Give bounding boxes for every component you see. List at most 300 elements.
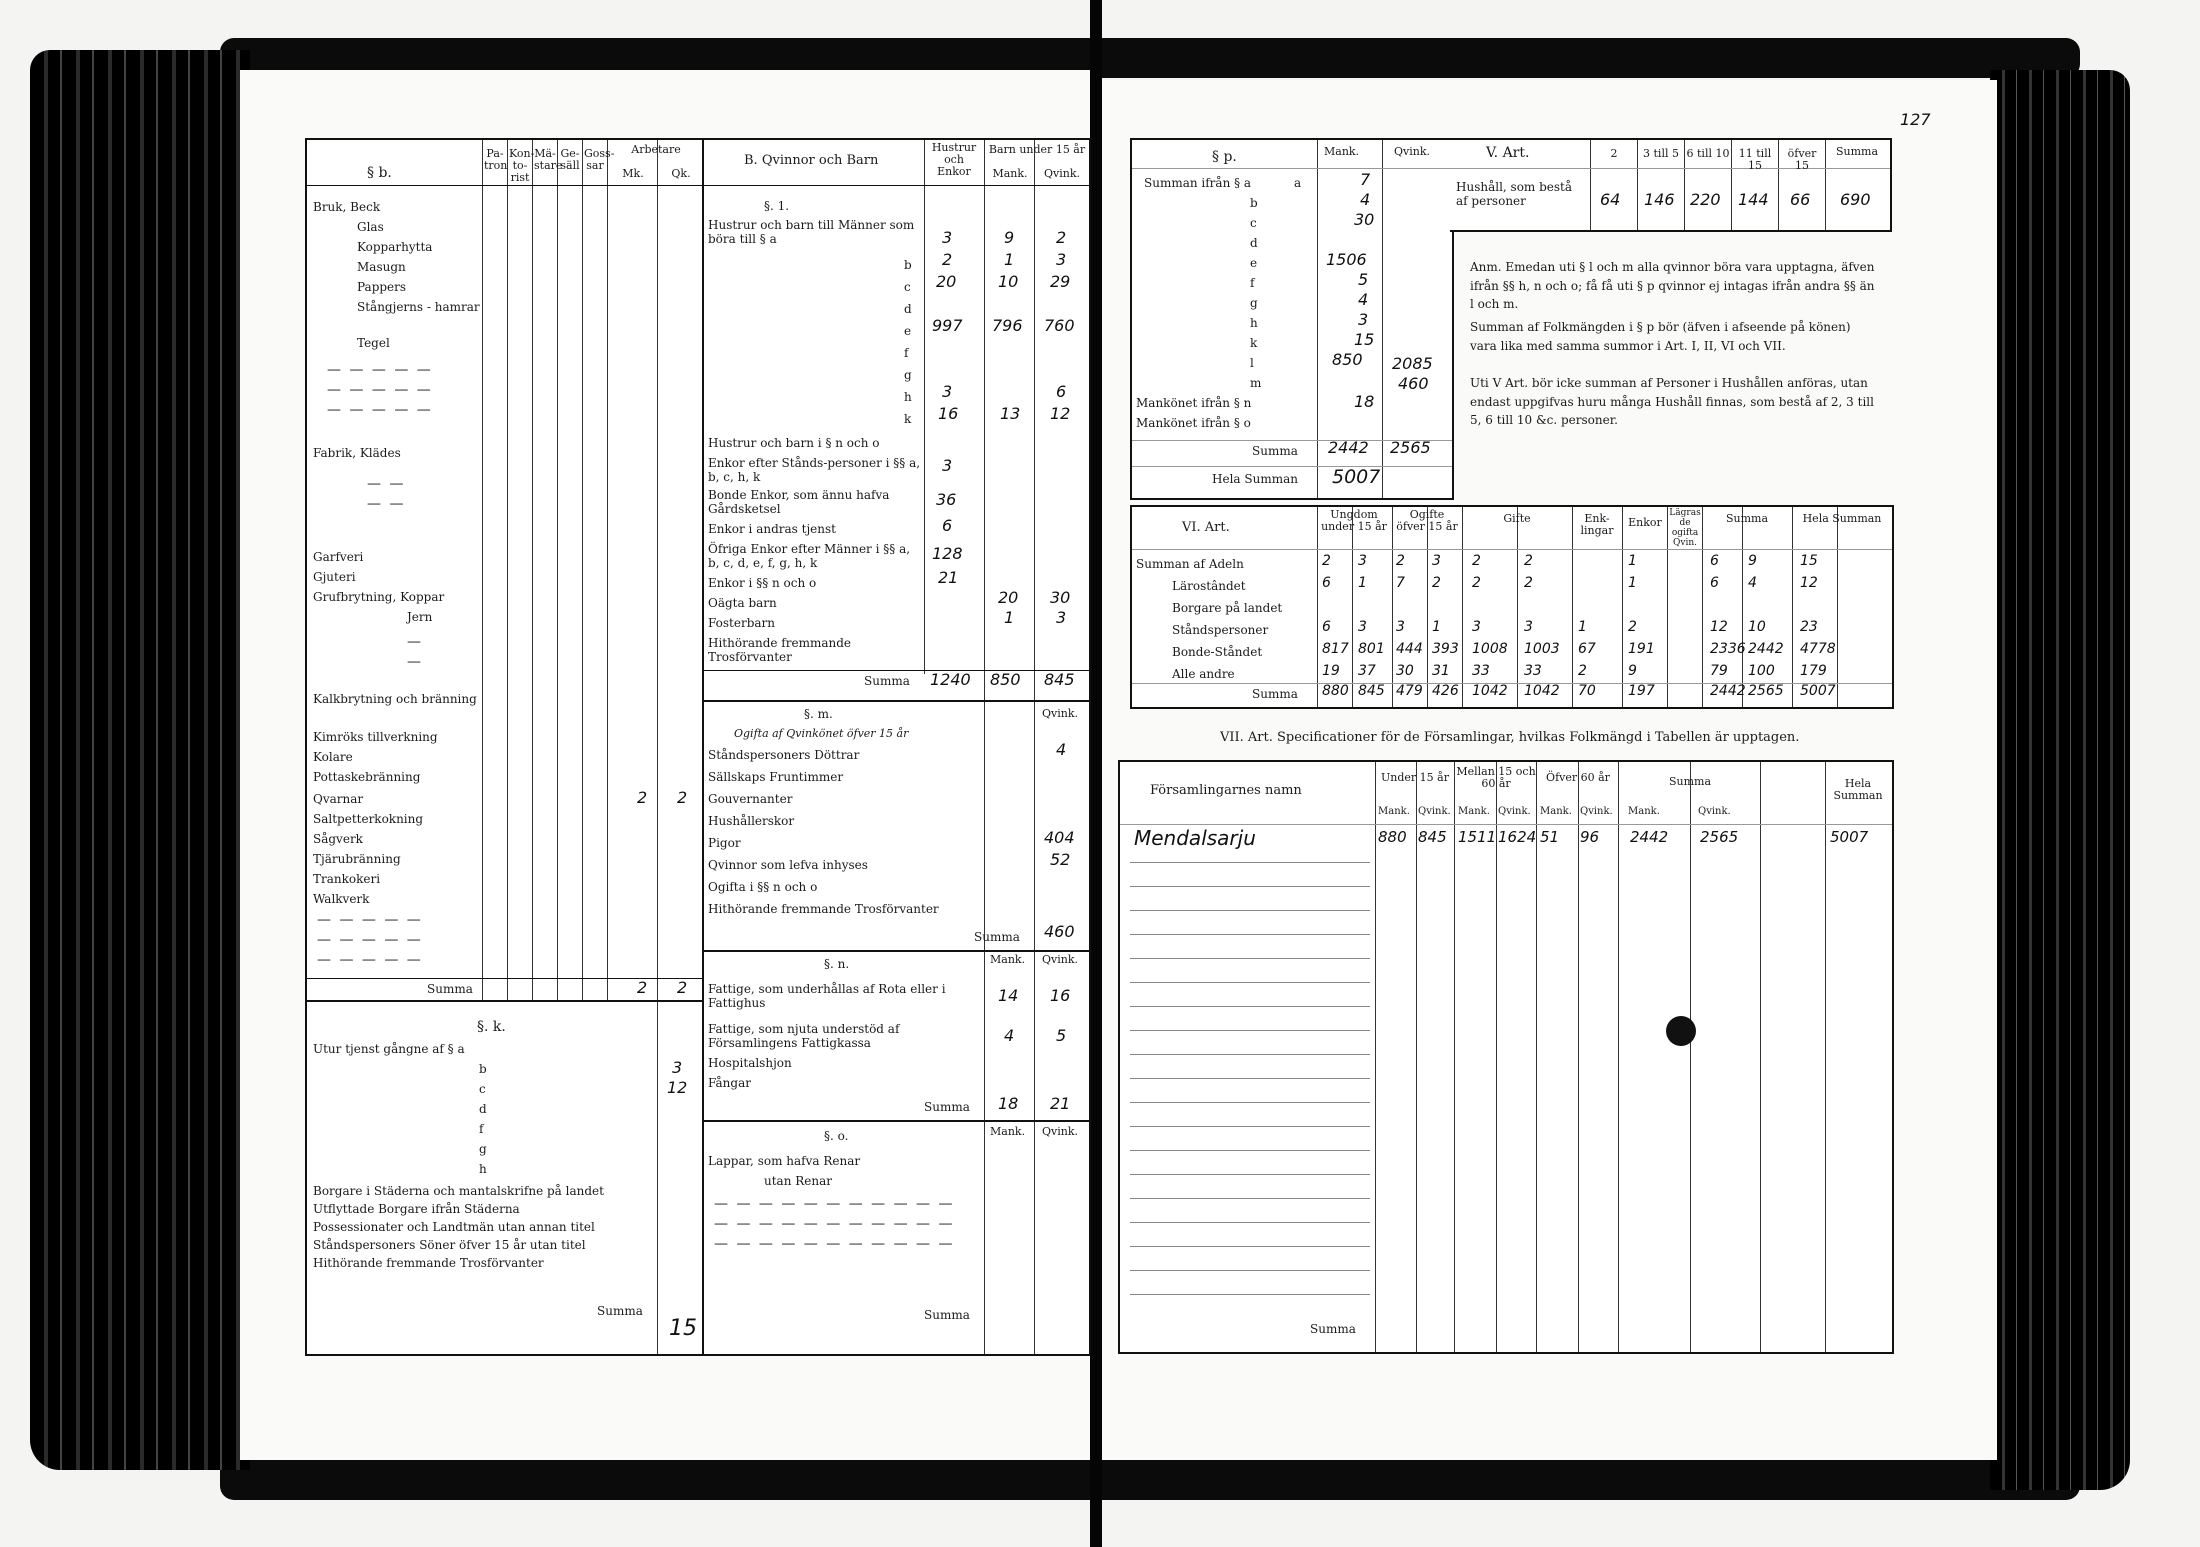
art-v-col: öfver 15	[1787, 147, 1817, 173]
women-row-m: 796	[992, 316, 1023, 335]
sect-p-letter: a	[1294, 176, 1302, 190]
art-vi-cell: 444	[1396, 641, 1423, 657]
sect-k-value: 12	[667, 1078, 688, 1097]
women-row-h: 3	[942, 228, 953, 247]
art-vi-cell: 100	[1748, 663, 1775, 679]
women-row-label: b	[904, 258, 912, 272]
women-row-q: 29	[1050, 272, 1071, 291]
art-vi-cell: 426	[1432, 683, 1459, 699]
women-row-label: d	[904, 302, 912, 316]
art-vi-group: Enk-lingar	[1580, 512, 1614, 538]
women-row-h: 3	[942, 382, 953, 401]
art-vi-cell: 2336	[1710, 641, 1746, 657]
art-v-value: 146	[1644, 190, 1675, 209]
women-row2-label: Hithörande fremmande Trosförvanter	[708, 636, 851, 664]
sect-p-q: 2085	[1392, 354, 1433, 373]
list-item: Hithörande fremmande Trosförvanter	[708, 902, 939, 916]
list-item: Ståndspersoners Döttrar	[708, 748, 860, 762]
blank-line	[1130, 1246, 1370, 1247]
header-mk: Mk.	[622, 167, 644, 180]
sect-p-m: 4	[1358, 290, 1369, 309]
list-item: Kopparhytta	[357, 240, 433, 254]
sect-m-value: 4	[1056, 740, 1067, 759]
sect-n-q: 5	[1056, 1026, 1067, 1045]
women-row2-m: 20	[998, 588, 1019, 607]
blank-line	[1130, 1294, 1370, 1295]
women-row-q: 760	[1044, 316, 1075, 335]
art-vii-cell: 845	[1418, 828, 1447, 846]
art-vi-cell: 191	[1628, 641, 1655, 657]
art-vi-cell: 2	[1578, 663, 1587, 679]
art-vi-row-label: Summan af Adeln	[1136, 557, 1244, 571]
list-item: Kolare	[313, 750, 353, 764]
blank-line: — — — — —	[327, 382, 433, 398]
women-row-label: e	[904, 324, 912, 338]
header-hustrur: Hustrur och Enkor	[931, 141, 977, 179]
sect-p-extra2: Mankönet ifrån § o	[1136, 416, 1251, 430]
list-item: Borgare i Städerna och mantalskrifne på landet	[313, 1184, 604, 1198]
blank-line	[1130, 934, 1370, 935]
list-item: Garfveri	[313, 550, 364, 564]
sect-p-mank: Mank.	[1324, 145, 1360, 158]
women-row2-label: Enkor efter Stånds-personer i §§ a, b, c, h, k	[708, 456, 921, 484]
sect-p-summa-label: Summa	[1252, 444, 1298, 458]
blank-line: — — — — —	[327, 362, 433, 378]
art-vi-cell: 19	[1322, 663, 1340, 679]
women-row2-label: Öfriga Enkor efter Männer i §§ a, b, c, d, e, f, g, h, k	[708, 542, 911, 570]
art-vi-cell: 5007	[1800, 683, 1836, 699]
art-vii-group: Öfver 60 år	[1546, 771, 1610, 784]
blank-line	[1130, 1198, 1370, 1199]
header-qvink: Qvink.	[1044, 167, 1080, 180]
women-row2-q: 3	[1056, 608, 1067, 627]
list-item: Glas	[357, 220, 384, 234]
art-vi-cell: 2565	[1748, 683, 1784, 699]
art-vi-cell: 1	[1628, 553, 1637, 569]
sect-k-summa: 15	[669, 1316, 697, 1341]
folio-number: 127	[1900, 110, 1931, 129]
list-item: Jern	[407, 610, 433, 624]
women-row-h: 997	[932, 316, 963, 335]
art-vi-cell: 12	[1800, 575, 1818, 591]
art-vi-cell: 2	[1524, 553, 1533, 569]
art-vi-cell: 4778	[1800, 641, 1836, 657]
women-row-label: f	[904, 346, 909, 360]
sect-b-summa-label: Summa	[427, 982, 473, 996]
sect-m-value: 404	[1044, 828, 1075, 847]
list-item: Gjuteri	[313, 570, 356, 584]
art-v-anm1: Anm. Emedan uti § l och m alla qvinnor böra vara upptagna, äfven ifrån §§ h, n och o; få få uti § p qvinnor ej intagas ifrån andra §§ än l och m.	[1470, 260, 1875, 312]
list-item: Trankokeri	[313, 872, 381, 886]
sect-m-summa: 460	[1044, 922, 1075, 941]
sect-o-mank: Mank.	[990, 1125, 1026, 1138]
women-row2-h: 21	[938, 568, 959, 587]
art-vi-row-label: Bonde-Ståndet	[1172, 645, 1263, 659]
women-row-q: 3	[1056, 250, 1067, 269]
art-vi-group: Hela Summan	[1802, 512, 1882, 525]
sect-p-q: 460	[1398, 374, 1429, 393]
sect-k-letter: g	[479, 1142, 487, 1156]
sect-p-extra1-m: 18	[1354, 392, 1375, 411]
list-item: Sällskaps Fruntimmer	[708, 770, 844, 784]
art-vi-cell: 6	[1322, 575, 1331, 591]
art-vi-cell: 3	[1396, 619, 1405, 635]
art-vi-cell: 1008	[1472, 641, 1508, 657]
sect-p-m: 15	[1354, 330, 1375, 349]
sect-p-hela: 5007	[1332, 466, 1381, 488]
art-vi-group: Summa	[1725, 512, 1769, 525]
sect-p-m: 30	[1354, 210, 1375, 229]
art-v-value: 66	[1790, 190, 1811, 209]
art-vi-cell: 2	[1432, 575, 1441, 591]
sect-n-title: §. n.	[824, 957, 850, 971]
sect-m-summa-label: Summa	[974, 930, 1020, 944]
header-gossar: Goss-sar	[584, 147, 615, 173]
sect-k-letter: h	[479, 1162, 487, 1176]
sect-p-m: 1506	[1326, 250, 1367, 269]
list-item: Fabrik, Klädes	[313, 446, 401, 460]
art-vi-cell: 3	[1472, 619, 1481, 635]
art-vii-subheader: Mank.	[1628, 806, 1660, 817]
art-vi-cell: 845	[1358, 683, 1385, 699]
header-barn: Barn under 15 år	[988, 143, 1086, 156]
art-vi-cell: 197	[1628, 683, 1655, 699]
qvarnar-qk: 2	[677, 788, 688, 807]
art-vii-group: Under 15 år	[1381, 771, 1449, 784]
list-item: Fattige, som underhållas af Rota eller i Fattighus	[708, 982, 946, 1010]
table-sect-k	[305, 1000, 706, 1356]
art-vii-subheader: Mank.	[1458, 806, 1490, 817]
book-edge-left	[30, 50, 250, 1470]
list-item: Tegel	[357, 336, 390, 350]
list-item: Ogifta i §§ n och o	[708, 880, 818, 894]
art-vi-cell: 3	[1524, 619, 1533, 635]
blank-line	[1130, 1150, 1370, 1151]
women-row-q: 12	[1050, 404, 1071, 423]
art-vi-cell: 6	[1710, 553, 1719, 569]
sect-n-m: 14	[998, 986, 1019, 1005]
women-row-q: 2	[1056, 228, 1067, 247]
art-vi-cell: 4	[1748, 575, 1757, 591]
art-vi-title: VI. Art.	[1182, 520, 1230, 535]
list-item: Saltpetterkokning	[313, 812, 424, 826]
sect-p-title: § p.	[1212, 149, 1237, 165]
blank-line	[1130, 1270, 1370, 1271]
art-vii-cell: 2442	[1630, 828, 1669, 846]
list-item: Lappar, som hafva Renar	[708, 1154, 861, 1168]
art-vi-cell: 393	[1432, 641, 1459, 657]
blank-line: — — — — — — — — — — —	[714, 1236, 955, 1252]
art-vi-cell: 1	[1358, 575, 1367, 591]
sect-p-qvink: Qvink.	[1394, 145, 1430, 158]
list-item: Tjärubränning	[313, 852, 401, 866]
women-row-label: g	[904, 368, 912, 382]
art-vi-cell: 79	[1710, 663, 1728, 679]
sect-m-value: 52	[1050, 850, 1071, 869]
art-vi-cell: 3	[1358, 619, 1367, 635]
art-vi-cell: 1042	[1472, 683, 1508, 699]
art-vi-cell: 2	[1322, 553, 1331, 569]
art-vi-cell: 6	[1710, 575, 1719, 591]
art-vi-cell: 3	[1358, 553, 1367, 569]
sect-b-title: § b.	[367, 165, 392, 181]
blank-line: — — — — —	[317, 932, 423, 948]
header-mastare: Mä-stare	[534, 147, 563, 173]
sect-p-lead: Summan ifrån § a	[1144, 176, 1252, 190]
art-vi-cell: 2	[1472, 575, 1481, 591]
women-row2-h: 6	[942, 516, 953, 535]
list-item: Grufbrytning, Koppar	[313, 590, 445, 604]
blank-line: — — — — —	[317, 912, 423, 928]
sect-m-sub: Ogifta af Qvinkönet öfver 15 år	[734, 727, 909, 740]
table-women-children	[702, 138, 1091, 1356]
header-arbetare: Arbetare	[631, 143, 681, 156]
list-item: Utflyttade Borgare ifrån Städerna	[313, 1202, 520, 1216]
blank-line	[1130, 1078, 1370, 1079]
sect-p-summa-q: 2565	[1390, 438, 1431, 457]
women-row2-q: 30	[1050, 588, 1071, 607]
art-v-col: 6 till 10	[1686, 147, 1730, 160]
blank-line	[1130, 910, 1370, 911]
art-vii-group: Hela Summan	[1833, 777, 1883, 803]
women-row-label: h	[904, 390, 912, 404]
header-qk: Qk.	[671, 167, 691, 180]
art-vi-cell: 1042	[1524, 683, 1560, 699]
art-vii-cell: 5007	[1830, 828, 1869, 846]
art-vi-cell: 801	[1358, 641, 1385, 657]
art-v-col: 2	[1610, 147, 1618, 160]
women-row-m: 10	[998, 272, 1019, 291]
sect-p-letter: f	[1250, 276, 1255, 290]
art-vi-cell: 9	[1748, 553, 1757, 569]
sect-n-q: 16	[1050, 986, 1071, 1005]
list-item: Hospitalshjon	[708, 1056, 792, 1070]
sect-p-letter: g	[1250, 296, 1258, 310]
women-row-m: 9	[1004, 228, 1015, 247]
blank-line	[1130, 1126, 1370, 1127]
art-vi-cell: 479	[1396, 683, 1423, 699]
women-summa-q: 845	[1044, 670, 1075, 689]
art-vi-cell: 2442	[1748, 641, 1784, 657]
sect-p-letter: h	[1250, 316, 1258, 330]
blank-line: — —	[367, 496, 406, 512]
art-vi-cell: 37	[1358, 663, 1376, 679]
art-vi-cell: 2	[1472, 553, 1481, 569]
art-vii-cell: 2565	[1700, 828, 1739, 846]
sect-p-hela-label: Hela Summan	[1212, 472, 1298, 486]
art-v-anm2: Summan af Folkmängden i § p bör (äfven i afseende på könen) vara lika med samma summor i Art. I, II, VI och VII.	[1470, 320, 1851, 353]
art-vi-cell: 7	[1396, 575, 1405, 591]
blank-line: — —	[367, 476, 406, 492]
art-v-title: V. Art.	[1486, 145, 1530, 161]
art-vi-cell: 817	[1322, 641, 1349, 657]
sect-p-letter: b	[1250, 196, 1258, 210]
art-vi-cell: 30	[1396, 663, 1414, 679]
art-v-value: 144	[1738, 190, 1769, 209]
blank-line: — — — — — — — — — — —	[714, 1216, 955, 1232]
art-vi-cell: 15	[1800, 553, 1818, 569]
art-vi-cell: 179	[1800, 663, 1827, 679]
stamp-seal	[1666, 1016, 1696, 1046]
list-item: Sågverk	[313, 832, 363, 846]
women-row2-label: Bonde Enkor, som ännu hafva Gårdsketsel	[708, 488, 890, 516]
art-vii-parish: Mendalsarju	[1134, 826, 1256, 850]
art-vi-cell: 2442	[1710, 683, 1746, 699]
art-vi-cell: 6	[1322, 619, 1331, 635]
list-item: Qvarnar	[313, 792, 364, 806]
art-vi-summa-label: Summa	[1252, 687, 1298, 701]
list-item: Qvinnor som lefva inhyses	[708, 858, 868, 872]
women-summa-h: 1240	[930, 670, 971, 689]
art-vii-col-name: Församlingarnes namn	[1150, 783, 1302, 798]
women-row2-h: 36	[936, 490, 957, 509]
art-vi-row-label: Alle andre	[1172, 667, 1235, 681]
art-vii-cell: 1624	[1498, 828, 1537, 846]
sect-p-letter: k	[1250, 336, 1258, 350]
book-edge-right	[1990, 70, 2130, 1490]
header-patron: Pa-tron	[484, 147, 508, 173]
list-item: Kimröks tillverkning	[313, 730, 438, 744]
table-sect-b	[305, 138, 706, 1004]
women-s1: §. 1.	[764, 199, 790, 213]
art-vii-subheader: Qvink.	[1418, 806, 1451, 817]
blank-line	[1130, 1054, 1370, 1055]
art-vii-cell: 1511	[1458, 828, 1497, 846]
blank-line	[1130, 862, 1370, 863]
list-item: Masugn	[357, 260, 406, 274]
art-vi-cell: 1	[1628, 575, 1637, 591]
sect-k-title: §. k.	[477, 1019, 506, 1035]
sect-p-m: 4	[1360, 190, 1371, 209]
blank-line	[1130, 1174, 1370, 1175]
art-v-value: 220	[1690, 190, 1721, 209]
sect-p-letter: e	[1250, 256, 1258, 270]
list-item: Ståndspersoners Söner öfver 15 år utan titel	[313, 1238, 586, 1252]
art-vi-cell: 23	[1800, 619, 1818, 635]
sect-p-letter: c	[1250, 216, 1257, 230]
list-item: utan Renar	[764, 1174, 833, 1188]
list-item: Kalkbrytning och bränning	[313, 692, 477, 706]
blank-line	[1130, 1222, 1370, 1223]
art-vii-cell: 96	[1580, 828, 1600, 846]
sect-p-summa-m: 2442	[1328, 438, 1369, 457]
women-row-h: 16	[938, 404, 959, 423]
table-sect-p	[1130, 138, 1454, 500]
sect-k-letter: f	[479, 1122, 484, 1136]
blank-line	[1130, 1006, 1370, 1007]
sect-b-summa-mk: 2	[637, 978, 648, 997]
art-vii-subheader: Qvink.	[1498, 806, 1531, 817]
table-art-vi	[1130, 505, 1894, 709]
blank-line	[1130, 1102, 1370, 1103]
sect-n-summa-q: 21	[1050, 1094, 1071, 1113]
women-row-h: 20	[936, 272, 957, 291]
art-vi-group: Enkor	[1628, 516, 1662, 529]
art-vi-cell: 1003	[1524, 641, 1560, 657]
art-v-anm3: Uti V Art. bör icke summan af Personer i Hushållen anföras, utan endast uppgifvas huru många Hushåll finnas, som bestå af 2, 3 till 5, 6 till 10 &c. personer.	[1470, 376, 1874, 428]
list-item: Fångar	[708, 1076, 751, 1090]
art-vi-cell: 9	[1628, 663, 1637, 679]
list-item: Walkverk	[313, 892, 370, 906]
blank-line	[1130, 982, 1370, 983]
art-vii-group: Summa	[1668, 775, 1712, 788]
header-mank: Mank.	[992, 167, 1028, 180]
women-row-m: 1	[1004, 250, 1015, 269]
art-vi-group: Gifte	[1503, 512, 1531, 525]
sect-n-summa-label: Summa	[924, 1100, 970, 1114]
art-vii-subheader: Mank.	[1378, 806, 1410, 817]
art-vi-cell: 1	[1578, 619, 1587, 635]
art-v-col: 3 till 5	[1643, 147, 1679, 160]
art-v-col: Summa	[1835, 145, 1879, 158]
women-row-q: 6	[1056, 382, 1067, 401]
list-item: Gouvernanter	[708, 792, 793, 806]
art-vi-cell: 12	[1710, 619, 1728, 635]
list-item: Hithörande fremmande Trosförvanter	[313, 1256, 544, 1270]
art-vi-group: Ungdom under 15 år	[1321, 508, 1387, 534]
list-item: Pappers	[357, 280, 407, 294]
blank-line	[1130, 958, 1370, 959]
header-kontorist: Kon-to-rist	[509, 147, 535, 185]
sect-o-summa-label: Summa	[924, 1308, 970, 1322]
women-row-m: 13	[1000, 404, 1021, 423]
sect-p-m: 5	[1358, 270, 1369, 289]
sect-k-summa-label: Summa	[597, 1304, 643, 1318]
sect-k-letter: c	[479, 1082, 486, 1096]
women-row2-label: Enkor i andras tjenst	[708, 522, 836, 536]
art-vi-group: Lägras de ogifta Qvin.	[1669, 508, 1701, 548]
sect-k-letter: b	[479, 1062, 487, 1076]
blank-line: —	[407, 654, 423, 670]
art-vi-cell: 2	[1524, 575, 1533, 591]
header-gesall: Ge-säll	[560, 147, 580, 173]
art-vi-cell: 3	[1432, 553, 1441, 569]
blank-line: — — — — — — — — — — —	[714, 1196, 955, 1212]
sect-n-mank: Mank.	[990, 953, 1026, 966]
art-v-value: 64	[1600, 190, 1621, 209]
women-row-label: k	[904, 412, 912, 426]
table-art-v	[1450, 138, 1892, 232]
list-item: Hushållerskor	[708, 814, 795, 828]
sect-p-letter: m	[1250, 376, 1262, 390]
art-vii-title: VII. Art. Specificationer för de Församlingar, hvilkas Folkmängd i Tabellen är upptagen.	[1220, 730, 1800, 745]
women-row2-h: 128	[932, 544, 963, 563]
sect-k-lead: Utur tjenst gångne af § a	[313, 1042, 465, 1056]
art-vi-cell: 2	[1628, 619, 1637, 635]
sect-m-title: §. m.	[804, 707, 833, 721]
art-vi-cell: 33	[1524, 663, 1542, 679]
art-vii-group: Mellan 15 och 60 år	[1456, 765, 1536, 791]
women-row-h: 2	[942, 250, 953, 269]
art-v-value: 690	[1840, 190, 1871, 209]
blank-line: — — — — —	[327, 402, 433, 418]
art-vi-cell: 31	[1432, 663, 1450, 679]
art-vi-cell: 10	[1748, 619, 1766, 635]
book-spine	[1090, 0, 1102, 1547]
sect-k-value: 3	[672, 1058, 683, 1077]
women-row2-m: 1	[1004, 608, 1015, 627]
sect-p-m: 850	[1332, 350, 1363, 369]
art-v-row-label: Hushåll, som bestå af personer	[1456, 180, 1573, 208]
art-vi-cell: 70	[1578, 683, 1596, 699]
sect-p-letter: l	[1250, 356, 1254, 370]
list-item: Stångjerns - hamrar	[357, 300, 480, 314]
women-row2-label: Enkor i §§ n och o	[708, 576, 817, 590]
qvarnar-mk: 2	[637, 788, 648, 807]
sect-n-summa-m: 18	[998, 1094, 1019, 1113]
art-vii-summa-label: Summa	[1310, 1322, 1356, 1336]
art-vi-cell: 2	[1396, 553, 1405, 569]
